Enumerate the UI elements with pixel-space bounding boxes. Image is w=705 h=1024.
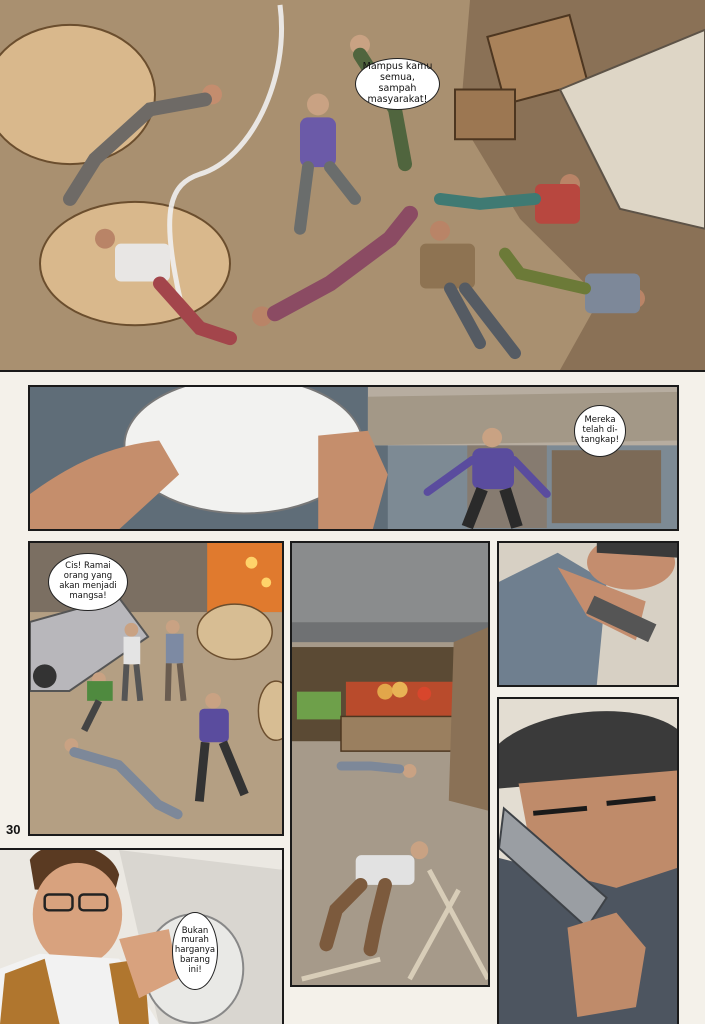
round-table [197, 604, 272, 659]
speech-text: Mampus kamu semua, sampah masyarakat! [362, 61, 433, 105]
man-with-sack-art [0, 850, 282, 1024]
speech-bubble [172, 912, 218, 990]
speech-text: Cis! Ramai orang yang akan menjadi mangsa! [59, 561, 117, 601]
page-number: 30 [6, 822, 21, 837]
speech-bubble [355, 58, 440, 110]
speech-bubble [574, 405, 626, 457]
panel-fight-scene [0, 0, 705, 372]
fight-scene-art [0, 0, 705, 370]
fruit-stall-art [292, 543, 488, 985]
panel-gunman-closeup [497, 697, 679, 1024]
shop-shelves [552, 450, 661, 523]
gunman-aim-art [499, 543, 677, 685]
panel-fruit-stall [290, 541, 490, 987]
speech-text: Bukan murah harganya barang ini! [174, 925, 216, 975]
speech-bubble [48, 553, 128, 611]
panel-sack-lift [28, 385, 679, 531]
panel-man-with-sack [0, 848, 284, 1024]
panel-gunman-aim [497, 541, 679, 687]
round-table [0, 25, 155, 164]
gunman-closeup-art [499, 699, 677, 1024]
crate [341, 716, 454, 751]
fire-glow [207, 543, 282, 612]
panel-street [28, 541, 284, 836]
vegetables [297, 692, 341, 720]
awning [368, 392, 677, 445]
crate [455, 90, 515, 140]
speech-text: Mereka telah di- tangkap! [580, 415, 620, 445]
face [33, 863, 122, 966]
sack-lift-art [30, 387, 677, 529]
